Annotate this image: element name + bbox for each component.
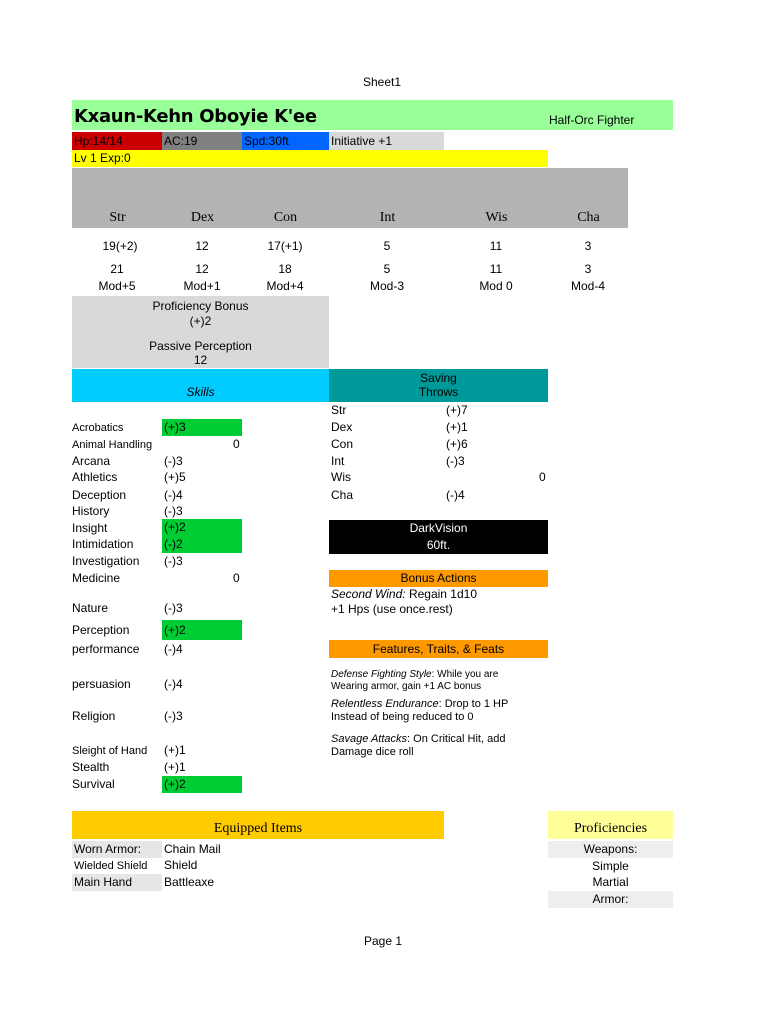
feature-relentless-name: Relentless Endurance — [331, 698, 439, 710]
ac-cell: AC:19 — [162, 132, 242, 150]
skill-name-acrobatics: Acrobatics — [72, 422, 124, 434]
proficiency-bonus-label: Proficiency Bonus — [152, 299, 249, 313]
initiative-cell: Initiative +1 — [329, 132, 444, 150]
skill-value-history: (-)3 — [164, 504, 183, 518]
bonus-actions-header: Bonus Actions — [329, 570, 548, 587]
save-value-dex: (+)1 — [446, 420, 468, 434]
ability-total-str: 21 — [110, 262, 124, 276]
save-name-cha: Cha — [331, 488, 354, 502]
skill-value-sleight-of-hand: (+)1 — [164, 743, 186, 757]
skill-name-medicine: Medicine — [72, 571, 121, 585]
skill-name-religion: Religion — [72, 709, 116, 723]
ability-score-str: 19(+2) — [102, 239, 138, 253]
save-name-con: Con — [331, 437, 354, 451]
skill-value-medicine: 0 — [233, 571, 240, 585]
equipped-shield-value: Shield — [164, 858, 198, 872]
page-label: Page 1 — [364, 934, 403, 948]
passive-perception-value: 12 — [193, 353, 208, 367]
equipped-armor-label: Worn Armor: — [72, 841, 162, 858]
ability-header-con: Con — [273, 210, 298, 225]
skill-name-investigation: Investigation — [72, 554, 140, 568]
skill-name-arcana: Arcana — [72, 454, 111, 468]
darkvision-range: 60ft. — [426, 538, 451, 552]
skill-value-acrobatics: (+)3 — [162, 419, 242, 436]
save-value-str: (+)7 — [446, 403, 468, 417]
equipped-shield-label: Wielded Shield — [74, 860, 148, 872]
skill-name-deception: Deception — [72, 488, 127, 502]
second-wind-name: Second Wind: — [331, 587, 406, 601]
passive-perception-label: Passive Perception — [149, 339, 252, 353]
proficiency-simple: Simple — [592, 859, 629, 873]
ability-mod-cha: Mod-4 — [570, 279, 605, 293]
ability-total-dex: 12 — [195, 262, 209, 276]
ability-mod-int: Mod-3 — [369, 279, 404, 293]
skill-name-insight: Insight — [72, 521, 108, 535]
ability-mod-dex: Mod+1 — [183, 279, 221, 293]
ability-total-con: 18 — [278, 262, 292, 276]
speed-cell: Spd:30ft — [242, 132, 329, 150]
darkvision-label: DarkVision — [409, 521, 468, 535]
ability-mod-str: Mod+5 — [98, 279, 136, 293]
second-wind-line — [331, 587, 477, 601]
equipped-main-hand-label: Main Hand — [72, 874, 162, 891]
feature-savage-name: Savage Attacks — [331, 733, 408, 745]
save-name-int: Int — [331, 454, 345, 468]
ability-total-wis: 11 — [489, 262, 503, 276]
ability-mod-con: Mod+4 — [266, 279, 304, 293]
character-class: Half-Orc Fighter — [549, 113, 635, 127]
equipped-main-hand-value: Battleaxe — [164, 875, 215, 889]
save-value-wis: 0 — [539, 470, 546, 484]
skill-value-religion: (-)3 — [164, 709, 183, 723]
level-cell: Lv 1 Exp:0 — [72, 150, 548, 167]
skill-value-athletics: (+)5 — [164, 470, 186, 484]
save-value-int: (-)3 — [446, 454, 465, 468]
ability-header-band — [72, 168, 628, 228]
ability-header-str: Str — [109, 210, 126, 225]
skill-name-persuasion: persuasion — [72, 677, 131, 691]
sheet-label: Sheet1 — [363, 75, 402, 89]
skill-value-nature: (-)3 — [164, 601, 183, 615]
skill-name-performance: performance — [72, 642, 140, 656]
ability-total-int: 5 — [383, 262, 391, 276]
skill-name-survival: Survival — [72, 777, 115, 791]
equipped-armor-value: Chain Mail — [164, 842, 221, 856]
save-name-dex: Dex — [331, 420, 353, 434]
feature-defense-line-2: Wearing armor, gain +1 AC bonus — [331, 681, 482, 692]
proficiency-weapons-label: Weapons: — [548, 841, 673, 858]
skill-value-perception: (+)2 — [162, 620, 242, 640]
skill-value-investigation: (-)3 — [164, 554, 183, 568]
save-name-wis: Wis — [331, 470, 351, 484]
ability-score-cha: 3 — [584, 239, 592, 253]
feature-savage-line-2: Damage dice roll — [331, 746, 414, 758]
ability-header-cha: Cha — [577, 210, 600, 225]
ability-score-dex: 12 — [195, 239, 209, 253]
second-wind-desc: Regain 1d10 — [405, 587, 477, 601]
skills-header: Skills — [72, 369, 329, 402]
saving-throws-label-1: Saving — [420, 371, 457, 385]
save-value-cha: (-)4 — [446, 488, 465, 502]
ability-mod-wis: Mod 0 — [479, 279, 513, 293]
feature-defense-line-1 — [331, 669, 498, 680]
feature-savage-line-1 — [331, 733, 505, 745]
skill-value-intimidation: (-)2 — [162, 536, 242, 553]
save-name-str: Str — [331, 403, 347, 417]
ability-score-int: 5 — [383, 239, 391, 253]
feature-defense-desc: : While you are — [431, 669, 499, 680]
second-wind-desc-2: +1 Hps (use once.rest) — [331, 602, 453, 616]
proficiency-martial: Martial — [592, 875, 629, 889]
feature-relentless-line-2: Instead of being reduced to 0 — [331, 711, 474, 723]
save-value-con: (+)6 — [446, 437, 468, 451]
skill-name-stealth: Stealth — [72, 760, 110, 774]
skill-name-animal-handling: Animal Handling — [72, 439, 153, 451]
proficiency-bonus-value: (+)2 — [189, 314, 212, 328]
ability-header-dex: Dex — [190, 210, 215, 225]
saving-throws-label-2: Throws — [418, 385, 459, 399]
character-name: Kxaun-Kehn Oboyie K'ee — [74, 106, 317, 127]
skill-value-stealth: (+)1 — [164, 760, 186, 774]
feature-relentless-desc: : Drop to 1 HP — [438, 698, 509, 710]
skill-name-nature: Nature — [72, 601, 109, 615]
skill-value-survival: (+)2 — [162, 776, 242, 793]
proficiency-armor-label: Armor: — [548, 891, 673, 908]
skill-value-performance: (-)4 — [164, 642, 183, 656]
skill-name-perception: Perception — [72, 623, 130, 637]
skill-value-insight: (+)2 — [162, 519, 242, 536]
ability-header-int: Int — [379, 210, 396, 225]
feature-relentless-line-1 — [331, 698, 508, 710]
skill-value-arcana: (-)3 — [164, 454, 183, 468]
skill-name-athletics: Athletics — [72, 470, 118, 484]
skill-name-history: History — [72, 504, 110, 518]
features-header: Features, Traits, & Feats — [329, 640, 548, 658]
skill-value-animal-handling: 0 — [233, 437, 240, 451]
ability-total-cha: 3 — [584, 262, 592, 276]
skill-value-deception: (-)4 — [164, 488, 183, 502]
feature-defense-name: Defense Fighting Style — [331, 669, 432, 680]
skill-name-intimidation: Intimidation — [72, 537, 134, 551]
ability-score-wis: 11 — [489, 239, 503, 253]
hp-cell: Hp:14/14 — [72, 132, 162, 150]
skill-name-sleight-of-hand: Sleight of Hand — [72, 745, 148, 757]
ability-header-wis: Wis — [485, 210, 508, 225]
ability-score-con: 17(+1) — [267, 239, 303, 253]
equipped-header: Equipped Items — [72, 811, 444, 839]
feature-savage-desc: : On Critical Hit, add — [407, 733, 506, 745]
skill-value-persuasion: (-)4 — [164, 677, 183, 691]
proficiencies-header: Proficiencies — [548, 811, 673, 839]
